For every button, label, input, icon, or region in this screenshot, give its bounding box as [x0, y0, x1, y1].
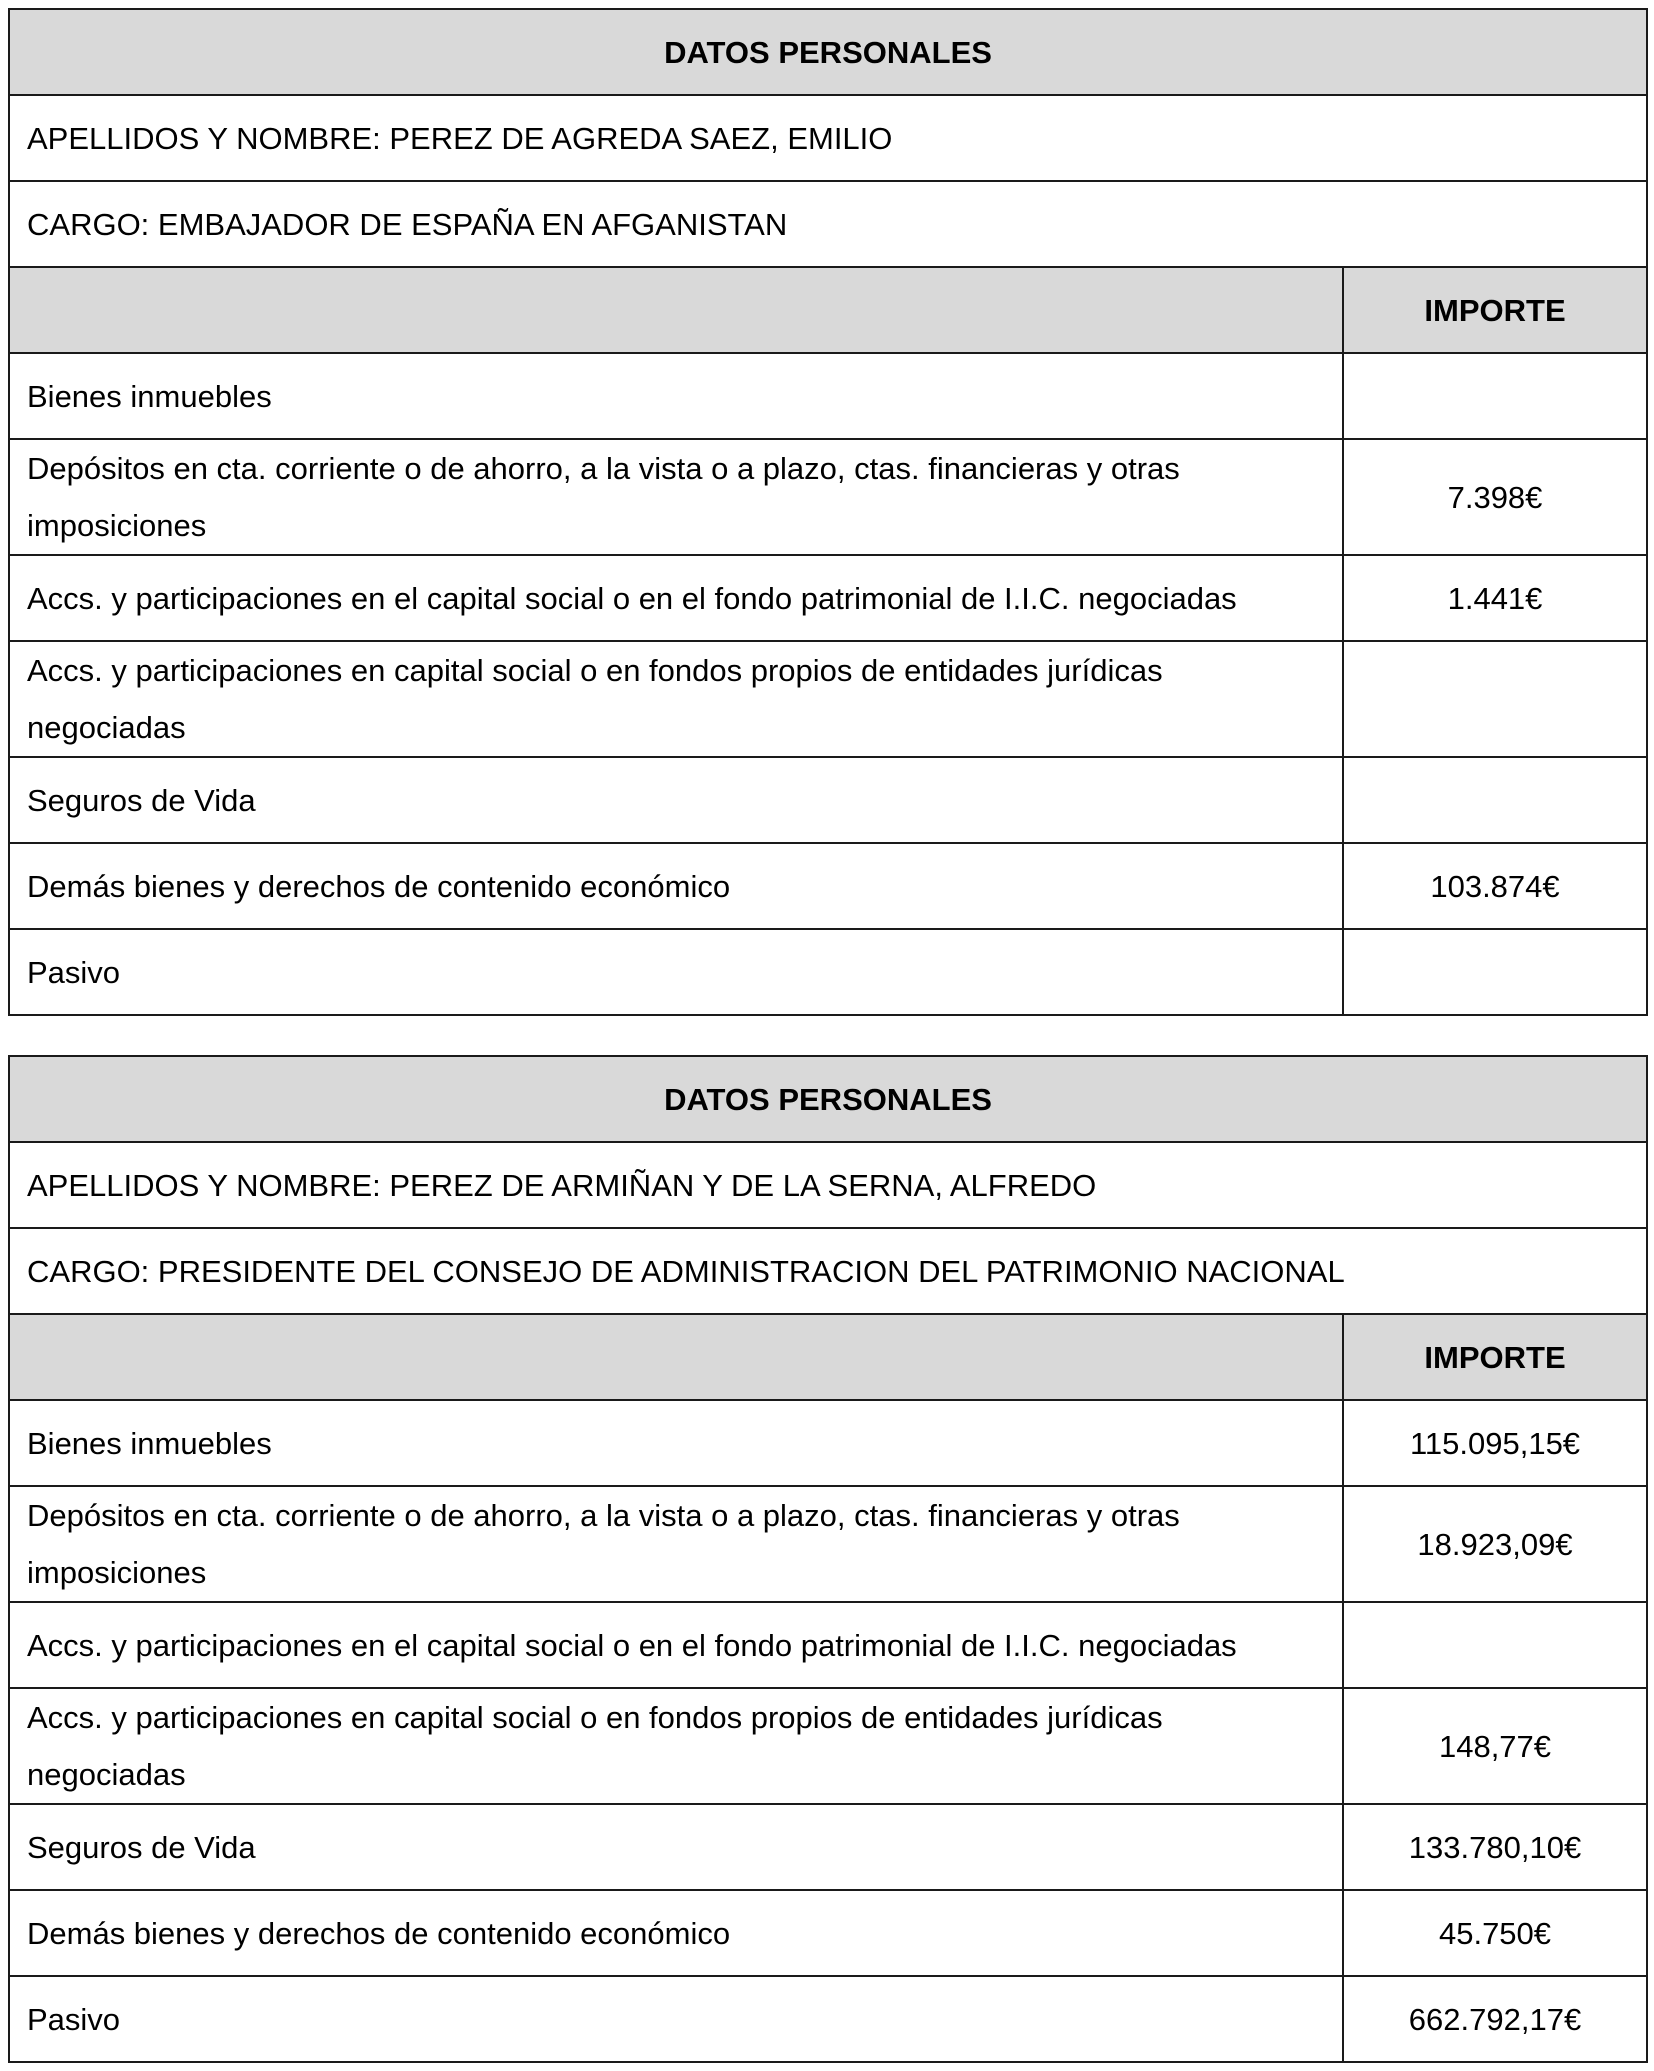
amount-cell: 45.750€ — [1343, 1890, 1647, 1976]
concept-cell: Seguros de Vida — [9, 1804, 1343, 1890]
amount-cell: 148,77€ — [1343, 1688, 1647, 1804]
amount-cell — [1343, 929, 1647, 1015]
concept-cell: Bienes inmuebles — [9, 353, 1343, 439]
amount-header: IMPORTE — [1343, 267, 1647, 353]
table-row — [9, 929, 1647, 1015]
table-row — [9, 555, 1647, 641]
amount-header: IMPORTE — [1343, 1314, 1647, 1400]
concept-cell: Pasivo — [9, 929, 1343, 1015]
concept-cell: Accs. y participaciones en capital social o en fondos propios de entidades jurídicas negociadas — [9, 1688, 1343, 1804]
table-row — [9, 1602, 1647, 1688]
amount-cell: 662.792,17€ — [1343, 1976, 1647, 2062]
amount-cell: 1.441€ — [1343, 555, 1647, 641]
amount-cell: 7.398€ — [1343, 439, 1647, 555]
concept-header-blank — [9, 267, 1343, 353]
table-row — [9, 641, 1647, 757]
table-row — [9, 1890, 1647, 1976]
amount-cell: 18.923,09€ — [1343, 1486, 1647, 1602]
section-title: DATOS PERSONALES — [9, 1056, 1647, 1142]
amount-cell: 133.780,10€ — [1343, 1804, 1647, 1890]
concept-cell: Depósitos en cta. corriente o de ahorro, a la vista o a plazo, ctas. financieras y otras imposiciones — [9, 1486, 1343, 1602]
declaration-table-1 — [8, 8, 1648, 1016]
concept-cell: Depósitos en cta. corriente o de ahorro, a la vista o a plazo, ctas. financieras y otras imposiciones — [9, 439, 1343, 555]
cargo-line: CARGO: EMBAJADOR DE ESPAÑA EN AFGANISTAN — [9, 181, 1647, 267]
table-row — [9, 757, 1647, 843]
amount-cell — [1343, 353, 1647, 439]
concept-cell: Demás bienes y derechos de contenido económico — [9, 1890, 1343, 1976]
name-line: APELLIDOS Y NOMBRE: PEREZ DE AGREDA SAEZ, EMILIO — [9, 95, 1647, 181]
concept-cell: Demás bienes y derechos de contenido económico — [9, 843, 1343, 929]
table-row — [9, 1400, 1647, 1486]
table-row — [9, 1976, 1647, 2062]
table-row — [9, 353, 1647, 439]
table-row — [9, 1486, 1647, 1602]
concept-cell: Accs. y participaciones en el capital social o en el fondo patrimonial de I.I.C. negociadas — [9, 1602, 1343, 1688]
amount-cell: 115.095,15€ — [1343, 1400, 1647, 1486]
concept-cell: Accs. y participaciones en el capital social o en el fondo patrimonial de I.I.C. negociadas — [9, 555, 1343, 641]
concept-cell: Pasivo — [9, 1976, 1343, 2062]
table-row — [9, 1804, 1647, 1890]
amount-cell: 103.874€ — [1343, 843, 1647, 929]
table-row — [9, 1688, 1647, 1804]
declaration-table-2 — [8, 1055, 1648, 2063]
section-title: DATOS PERSONALES — [9, 9, 1647, 95]
concept-header-blank — [9, 1314, 1343, 1400]
amount-cell — [1343, 1602, 1647, 1688]
table-row — [9, 843, 1647, 929]
concept-cell: Accs. y participaciones en capital social o en fondos propios de entidades jurídicas negociadas — [9, 641, 1343, 757]
amount-cell — [1343, 641, 1647, 757]
amount-cell — [1343, 757, 1647, 843]
table-row — [9, 439, 1647, 555]
concept-cell: Bienes inmuebles — [9, 1400, 1343, 1486]
name-line: APELLIDOS Y NOMBRE: PEREZ DE ARMIÑAN Y DE LA SERNA, ALFREDO — [9, 1142, 1647, 1228]
cargo-line: CARGO: PRESIDENTE DEL CONSEJO DE ADMINISTRACION DEL PATRIMONIO NACIONAL — [9, 1228, 1647, 1314]
concept-cell: Seguros de Vida — [9, 757, 1343, 843]
